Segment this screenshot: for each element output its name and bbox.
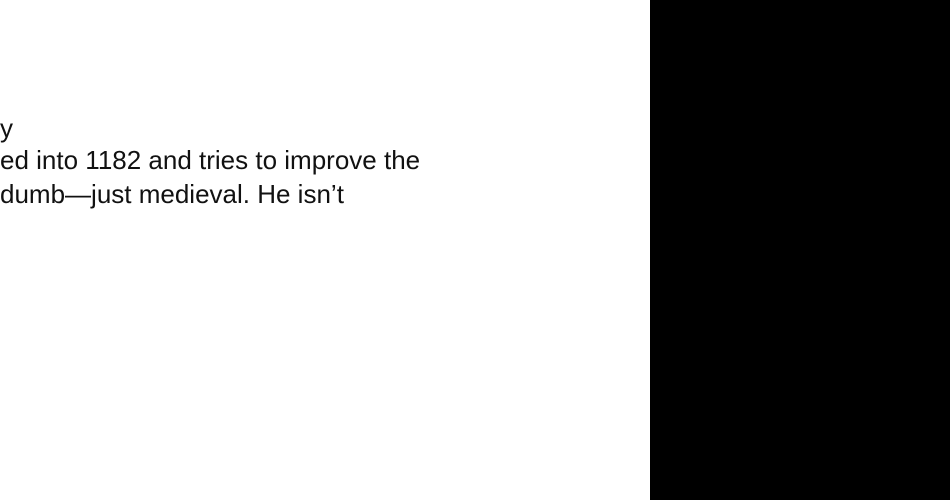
- text-line: ed into 1182 and tries to improve the: [0, 145, 421, 175]
- text-line: y: [0, 113, 13, 143]
- black-panel: [650, 0, 950, 500]
- text-line: dumb—just medieval. He isn’t: [0, 179, 344, 209]
